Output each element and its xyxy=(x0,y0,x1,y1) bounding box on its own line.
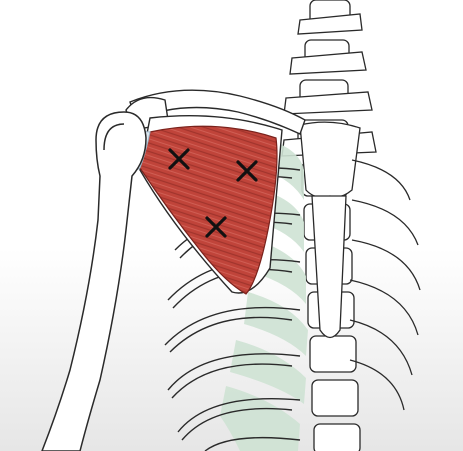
ribs-right xyxy=(350,160,420,410)
humerus xyxy=(42,112,146,451)
subscapularis-muscle xyxy=(140,126,277,294)
